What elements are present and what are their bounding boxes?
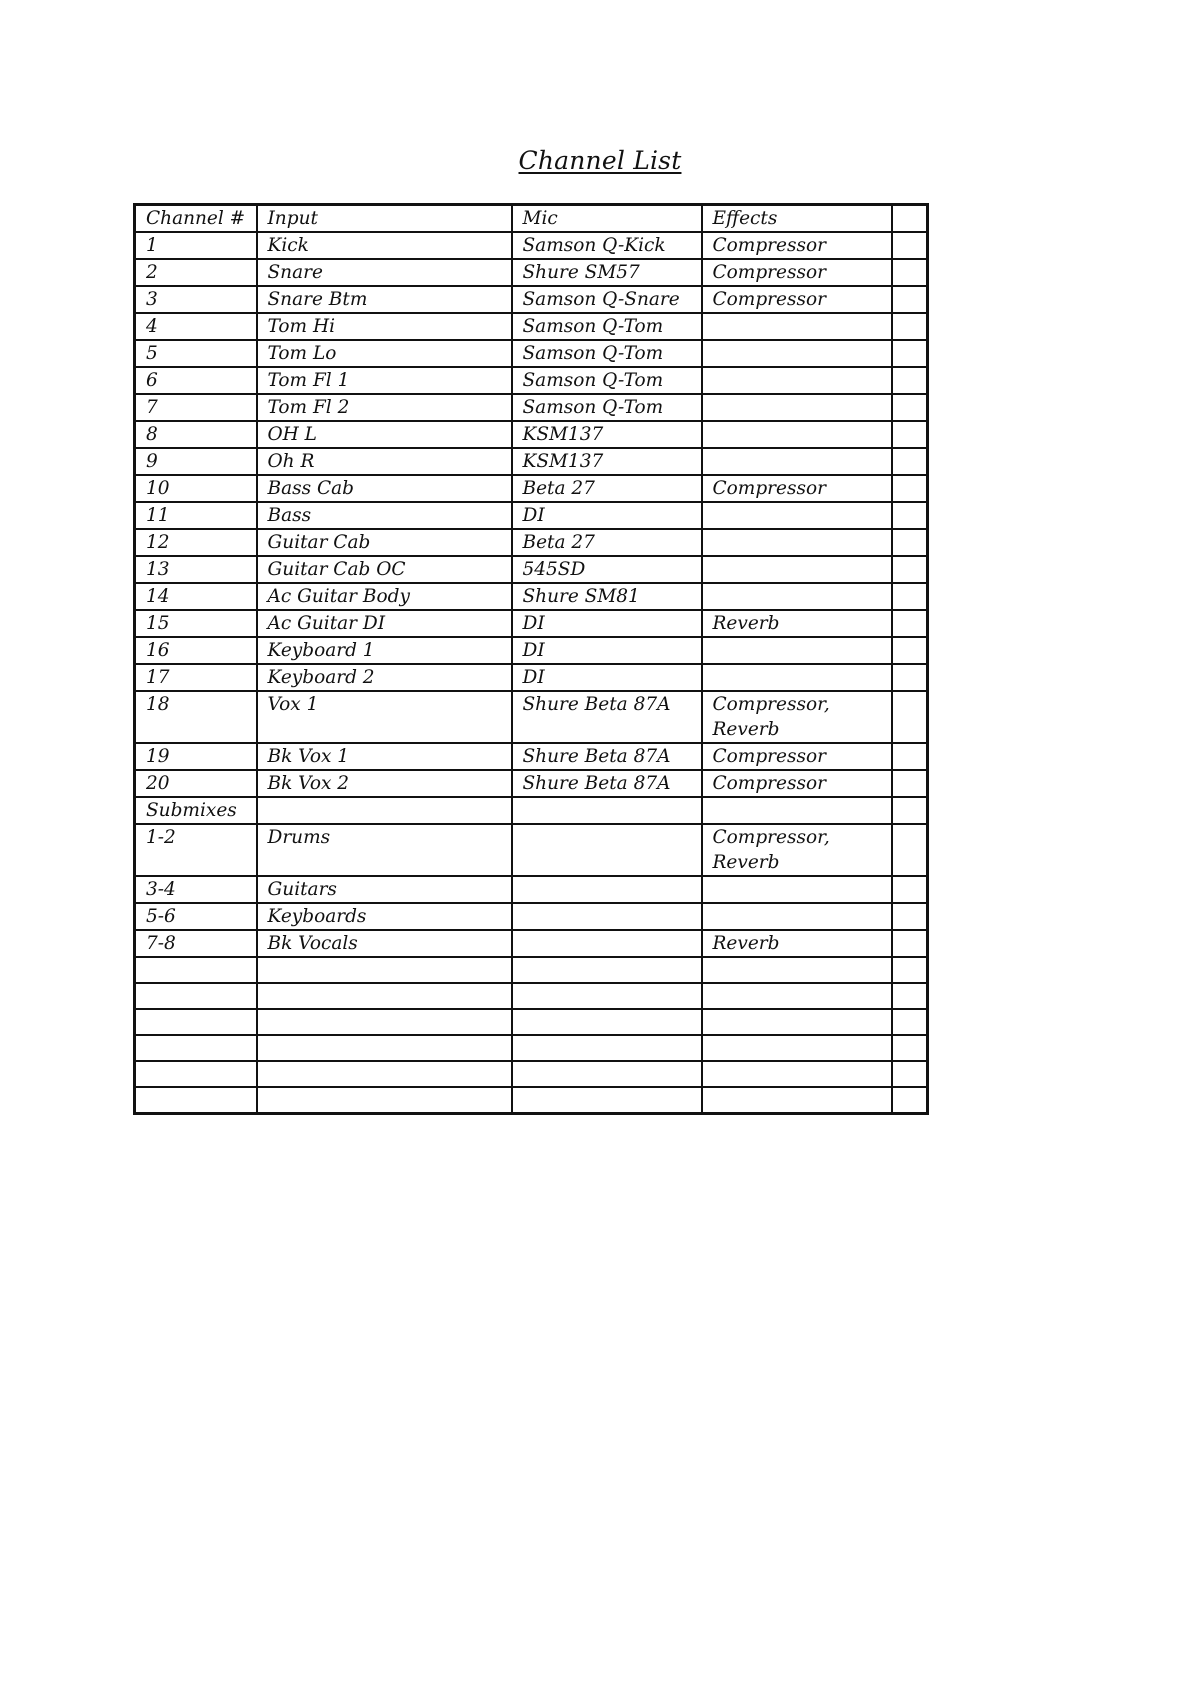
cell-input bbox=[257, 1009, 512, 1035]
cell-check bbox=[892, 583, 928, 610]
cell-effects bbox=[702, 583, 892, 610]
table-row bbox=[135, 691, 928, 743]
cell-effects: Compressor bbox=[702, 743, 892, 770]
cell-effects bbox=[702, 1035, 892, 1061]
cell-check bbox=[892, 556, 928, 583]
cell-mic: Beta 27 bbox=[512, 475, 702, 502]
cell-mic bbox=[512, 903, 702, 930]
table-row bbox=[135, 876, 928, 903]
cell-check bbox=[892, 876, 928, 903]
table-row bbox=[135, 610, 928, 637]
cell-effects bbox=[702, 1087, 892, 1114]
cell-channel-number: 20 bbox=[135, 770, 257, 797]
column-header-effects: Effects bbox=[702, 205, 892, 233]
cell-effects bbox=[702, 876, 892, 903]
cell-effects bbox=[702, 421, 892, 448]
cell-channel-number bbox=[135, 983, 257, 1009]
table-row bbox=[135, 529, 928, 556]
cell-effects bbox=[702, 340, 892, 367]
cell-channel-number: 19 bbox=[135, 743, 257, 770]
table-row bbox=[135, 556, 928, 583]
table-row bbox=[135, 930, 928, 957]
cell-mic bbox=[512, 983, 702, 1009]
table-row bbox=[135, 259, 928, 286]
cell-check bbox=[892, 1035, 928, 1061]
cell-channel-number: 5 bbox=[135, 340, 257, 367]
cell-effects bbox=[702, 797, 892, 824]
cell-channel-number bbox=[135, 1035, 257, 1061]
table-row bbox=[135, 421, 928, 448]
cell-channel-number: 3-4 bbox=[135, 876, 257, 903]
cell-channel-number: 12 bbox=[135, 529, 257, 556]
cell-check bbox=[892, 340, 928, 367]
cell-check bbox=[892, 367, 928, 394]
cell-effects bbox=[702, 556, 892, 583]
cell-channel-number: 2 bbox=[135, 259, 257, 286]
cell-check bbox=[892, 664, 928, 691]
cell-check bbox=[892, 529, 928, 556]
cell-channel-number bbox=[135, 1087, 257, 1114]
cell-channel-number: 9 bbox=[135, 448, 257, 475]
cell-check bbox=[892, 610, 928, 637]
cell-check bbox=[892, 502, 928, 529]
cell-check bbox=[892, 983, 928, 1009]
table-row bbox=[135, 983, 928, 1009]
cell-effects bbox=[702, 983, 892, 1009]
cell-channel-number: 18 bbox=[135, 691, 257, 743]
cell-mic: KSM137 bbox=[512, 421, 702, 448]
cell-mic: 545SD bbox=[512, 556, 702, 583]
cell-mic: DI bbox=[512, 664, 702, 691]
cell-check bbox=[892, 770, 928, 797]
cell-effects bbox=[702, 313, 892, 340]
table-row bbox=[135, 1009, 928, 1035]
cell-effects: Compressor bbox=[702, 475, 892, 502]
cell-effects bbox=[702, 637, 892, 664]
table-row bbox=[135, 286, 928, 313]
cell-mic bbox=[512, 1061, 702, 1087]
cell-channel-number: 1-2 bbox=[135, 824, 257, 876]
cell-effects bbox=[702, 502, 892, 529]
cell-effects bbox=[702, 448, 892, 475]
column-header-input: Input bbox=[257, 205, 512, 233]
cell-channel-number: 17 bbox=[135, 664, 257, 691]
cell-check bbox=[892, 448, 928, 475]
cell-input: Tom Fl 1 bbox=[257, 367, 512, 394]
table-row bbox=[135, 475, 928, 502]
cell-mic bbox=[512, 1087, 702, 1114]
cell-effects: Compressor bbox=[702, 770, 892, 797]
cell-mic: Shure Beta 87A bbox=[512, 691, 702, 743]
cell-channel-number bbox=[135, 1061, 257, 1087]
cell-mic: Samson Q-Tom bbox=[512, 340, 702, 367]
cell-effects: Compressor, Reverb bbox=[702, 824, 892, 876]
cell-check bbox=[892, 743, 928, 770]
cell-mic bbox=[512, 1035, 702, 1061]
table-row bbox=[135, 313, 928, 340]
cell-effects: Reverb bbox=[702, 930, 892, 957]
cell-effects bbox=[702, 957, 892, 983]
cell-check bbox=[892, 1061, 928, 1087]
table-row bbox=[135, 394, 928, 421]
cell-check bbox=[892, 691, 928, 743]
cell-input bbox=[257, 797, 512, 824]
cell-channel-number: 5-6 bbox=[135, 903, 257, 930]
page-title: Channel List bbox=[518, 146, 682, 175]
cell-effects: Compressor, Reverb bbox=[702, 691, 892, 743]
cell-check bbox=[892, 637, 928, 664]
cell-mic: Shure SM57 bbox=[512, 259, 702, 286]
cell-channel-number: 11 bbox=[135, 502, 257, 529]
cell-effects bbox=[702, 664, 892, 691]
cell-effects bbox=[702, 1061, 892, 1087]
cell-input: Bk Vox 1 bbox=[257, 743, 512, 770]
cell-check bbox=[892, 259, 928, 286]
table-row bbox=[135, 502, 928, 529]
cell-check bbox=[892, 475, 928, 502]
cell-input: OH L bbox=[257, 421, 512, 448]
cell-channel-number: 4 bbox=[135, 313, 257, 340]
cell-input: Oh R bbox=[257, 448, 512, 475]
table-section-row bbox=[135, 797, 928, 824]
cell-channel-number: 10 bbox=[135, 475, 257, 502]
table-row bbox=[135, 770, 928, 797]
cell-input bbox=[257, 1061, 512, 1087]
column-header-mic: Mic bbox=[512, 205, 702, 233]
cell-check bbox=[892, 232, 928, 259]
cell-input bbox=[257, 983, 512, 1009]
cell-check bbox=[892, 313, 928, 340]
cell-channel-number: Submixes bbox=[135, 797, 257, 824]
cell-mic: DI bbox=[512, 637, 702, 664]
cell-check bbox=[892, 394, 928, 421]
table-row bbox=[135, 743, 928, 770]
cell-channel-number: 13 bbox=[135, 556, 257, 583]
cell-channel-number: 14 bbox=[135, 583, 257, 610]
cell-effects bbox=[702, 367, 892, 394]
cell-effects bbox=[702, 903, 892, 930]
cell-check bbox=[892, 930, 928, 957]
cell-channel-number: 8 bbox=[135, 421, 257, 448]
cell-input: Tom Hi bbox=[257, 313, 512, 340]
table-row bbox=[135, 957, 928, 983]
cell-check bbox=[892, 1087, 928, 1114]
cell-mic: DI bbox=[512, 610, 702, 637]
cell-input: Kick bbox=[257, 232, 512, 259]
cell-input bbox=[257, 1087, 512, 1114]
cell-mic bbox=[512, 1009, 702, 1035]
cell-check bbox=[892, 797, 928, 824]
cell-channel-number: 3 bbox=[135, 286, 257, 313]
cell-mic: DI bbox=[512, 502, 702, 529]
table-row bbox=[135, 1061, 928, 1087]
cell-channel-number: 7 bbox=[135, 394, 257, 421]
channel-list-table bbox=[133, 203, 929, 1115]
cell-effects: Compressor bbox=[702, 232, 892, 259]
table-row bbox=[135, 1035, 928, 1061]
cell-channel-number: 6 bbox=[135, 367, 257, 394]
cell-input bbox=[257, 1035, 512, 1061]
cell-input: Snare bbox=[257, 259, 512, 286]
cell-mic bbox=[512, 797, 702, 824]
cell-check bbox=[892, 286, 928, 313]
table-row bbox=[135, 664, 928, 691]
cell-input: Guitar Cab bbox=[257, 529, 512, 556]
cell-check bbox=[892, 957, 928, 983]
column-header-check bbox=[892, 205, 928, 233]
cell-input: Bk Vocals bbox=[257, 930, 512, 957]
cell-mic: Samson Q-Tom bbox=[512, 394, 702, 421]
cell-input: Ac Guitar Body bbox=[257, 583, 512, 610]
cell-mic: Samson Q-Tom bbox=[512, 313, 702, 340]
cell-mic: Samson Q-Snare bbox=[512, 286, 702, 313]
table-row bbox=[135, 340, 928, 367]
cell-input: Drums bbox=[257, 824, 512, 876]
cell-effects: Compressor bbox=[702, 259, 892, 286]
cell-input: Bass Cab bbox=[257, 475, 512, 502]
cell-channel-number: 1 bbox=[135, 232, 257, 259]
cell-input: Guitar Cab OC bbox=[257, 556, 512, 583]
cell-effects bbox=[702, 394, 892, 421]
cell-input bbox=[257, 957, 512, 983]
cell-mic bbox=[512, 824, 702, 876]
cell-input: Ac Guitar DI bbox=[257, 610, 512, 637]
table-header-row bbox=[135, 205, 928, 233]
cell-mic bbox=[512, 957, 702, 983]
table-row bbox=[135, 232, 928, 259]
cell-effects bbox=[702, 529, 892, 556]
cell-input: Bass bbox=[257, 502, 512, 529]
cell-input: Bk Vox 2 bbox=[257, 770, 512, 797]
cell-input: Tom Lo bbox=[257, 340, 512, 367]
table-row bbox=[135, 583, 928, 610]
cell-mic: Samson Q-Kick bbox=[512, 232, 702, 259]
cell-channel-number bbox=[135, 957, 257, 983]
cell-effects: Reverb bbox=[702, 610, 892, 637]
cell-mic bbox=[512, 930, 702, 957]
cell-input: Keyboards bbox=[257, 903, 512, 930]
table-row bbox=[135, 903, 928, 930]
table-row bbox=[135, 637, 928, 664]
cell-channel-number: 15 bbox=[135, 610, 257, 637]
cell-input: Vox 1 bbox=[257, 691, 512, 743]
cell-channel-number: 16 bbox=[135, 637, 257, 664]
cell-mic: KSM137 bbox=[512, 448, 702, 475]
cell-mic: Shure Beta 87A bbox=[512, 770, 702, 797]
table-row bbox=[135, 824, 928, 876]
cell-check bbox=[892, 903, 928, 930]
table-row bbox=[135, 448, 928, 475]
cell-mic: Shure Beta 87A bbox=[512, 743, 702, 770]
cell-channel-number bbox=[135, 1009, 257, 1035]
cell-check bbox=[892, 421, 928, 448]
cell-mic: Beta 27 bbox=[512, 529, 702, 556]
cell-mic: Shure SM81 bbox=[512, 583, 702, 610]
cell-input: Guitars bbox=[257, 876, 512, 903]
cell-check bbox=[892, 1009, 928, 1035]
cell-input: Keyboard 1 bbox=[257, 637, 512, 664]
cell-effects: Compressor bbox=[702, 286, 892, 313]
cell-input: Tom Fl 2 bbox=[257, 394, 512, 421]
cell-channel-number: 7-8 bbox=[135, 930, 257, 957]
cell-check bbox=[892, 824, 928, 876]
table-row bbox=[135, 367, 928, 394]
cell-input: Snare Btm bbox=[257, 286, 512, 313]
column-header-channel-number: Channel # bbox=[135, 205, 257, 233]
cell-mic bbox=[512, 876, 702, 903]
cell-mic: Samson Q-Tom bbox=[512, 367, 702, 394]
cell-input: Keyboard 2 bbox=[257, 664, 512, 691]
table-row bbox=[135, 1087, 928, 1114]
cell-effects bbox=[702, 1009, 892, 1035]
